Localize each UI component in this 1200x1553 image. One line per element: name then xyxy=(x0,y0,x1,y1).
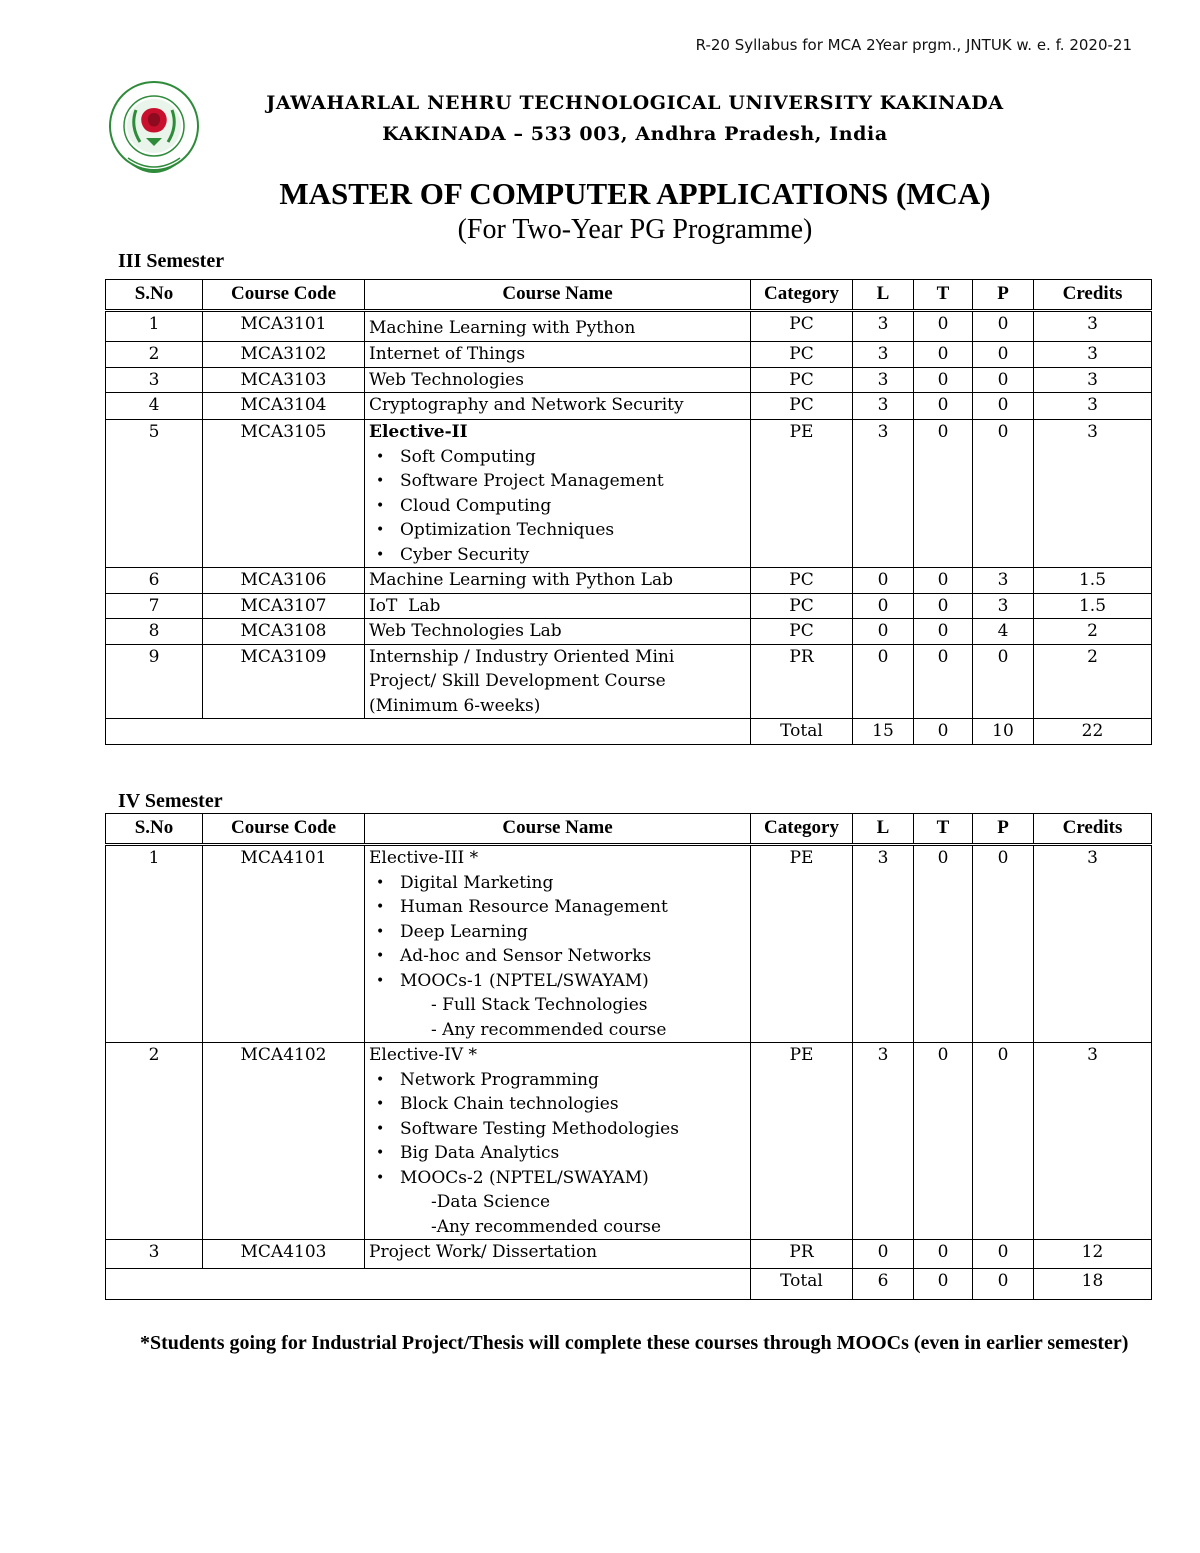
cell-t: 0 xyxy=(914,420,973,568)
cell-code: MCA4102 xyxy=(203,1043,365,1240)
cell-sno: 6 xyxy=(106,568,203,594)
cell-name: Cryptography and Network Security xyxy=(365,393,751,420)
cell-category: PE xyxy=(751,1043,853,1240)
cell-sno: 5 xyxy=(106,420,203,568)
cell-l: 0 xyxy=(853,644,914,719)
cell-sno: 7 xyxy=(106,593,203,619)
cell-name xyxy=(365,1043,751,1240)
total-spacer xyxy=(106,1269,751,1300)
cell-t: 0 xyxy=(914,367,973,393)
cell-name xyxy=(365,420,751,568)
cell-sno: 1 xyxy=(106,845,203,1043)
cell-sno: 1 xyxy=(106,311,203,342)
list-item: • Ad-hoc and Sensor Networks xyxy=(400,944,746,969)
col-sno: S.No xyxy=(106,280,203,311)
cell-t: 0 xyxy=(914,393,973,420)
list-item: • Software Testing Methodologies xyxy=(400,1117,746,1142)
cell-name: Project Work/ Dissertation xyxy=(365,1240,751,1269)
col-code: Course Code xyxy=(203,814,365,845)
table-row xyxy=(106,619,1152,645)
sub-item: - Full Stack Technologies xyxy=(431,995,648,1015)
table-row xyxy=(106,311,1152,342)
cell-p: 0 xyxy=(973,393,1034,420)
cell-t: 0 xyxy=(914,644,973,719)
cell-l: 0 xyxy=(853,619,914,645)
col-p: P xyxy=(973,280,1034,311)
total-spacer xyxy=(106,719,751,745)
sub-item: -Data Science xyxy=(431,1192,551,1212)
cell-l: 3 xyxy=(853,845,914,1043)
cell-sno: 8 xyxy=(106,619,203,645)
sem3-header-row xyxy=(106,280,1152,311)
table-row xyxy=(106,593,1152,619)
program-subtitle: (For Two-Year PG Programme) xyxy=(457,214,813,245)
cell-l: 3 xyxy=(853,342,914,368)
table-row xyxy=(106,1043,1152,1240)
sem4-label: IV Semester xyxy=(118,790,223,812)
total-row xyxy=(106,719,1152,745)
elective-list xyxy=(369,1068,746,1191)
sem4-header-row xyxy=(106,814,1152,845)
list-item: • Cyber Security xyxy=(400,543,746,568)
cell-t: 0 xyxy=(914,619,973,645)
sem3-label: III Semester xyxy=(118,250,225,272)
university-header xyxy=(200,88,1070,150)
program-title: MASTER OF COMPUTER APPLICATIONS (MCA) xyxy=(279,176,991,211)
cell-credits: 3 xyxy=(1034,311,1152,342)
list-item: • Block Chain technologies xyxy=(400,1092,746,1117)
elective-title: Elective-III * xyxy=(369,848,479,868)
list-item: • Digital Marketing xyxy=(400,871,746,896)
col-t: T xyxy=(914,280,973,311)
total-credits: 22 xyxy=(1034,719,1152,745)
cell-l: 3 xyxy=(853,311,914,342)
cell-l: 3 xyxy=(853,393,914,420)
university-address: KAKINADA – 533 003, Andhra Pradesh, India xyxy=(382,123,888,145)
cell-l: 3 xyxy=(853,1043,914,1240)
cell-credits: 3 xyxy=(1034,420,1152,568)
cell-l: 0 xyxy=(853,568,914,594)
cell-credits: 3 xyxy=(1034,1043,1152,1240)
cell-name: Web Technologies xyxy=(365,367,751,393)
cell-sno: 3 xyxy=(106,1240,203,1269)
cell-code: MCA3102 xyxy=(203,342,365,368)
cell-t: 0 xyxy=(914,342,973,368)
table-row xyxy=(106,420,1152,568)
cell-credits: 3 xyxy=(1034,845,1152,1043)
elective-title: Elective-IV * xyxy=(369,1045,478,1065)
total-credits: 18 xyxy=(1034,1269,1152,1300)
cell-p: 0 xyxy=(973,644,1034,719)
cell-credits: 3 xyxy=(1034,393,1152,420)
list-item: • Software Project Management xyxy=(400,469,746,494)
cell-category: PC xyxy=(751,393,853,420)
table-row xyxy=(106,845,1152,1043)
total-label: Total xyxy=(751,1269,853,1300)
cell-code: MCA3109 xyxy=(203,644,365,719)
table-row xyxy=(106,367,1152,393)
cell-p: 3 xyxy=(973,593,1034,619)
col-code: Course Code xyxy=(203,280,365,311)
col-name: Course Name xyxy=(365,814,751,845)
table-row xyxy=(106,1240,1152,1269)
sem3-table xyxy=(105,279,1152,745)
cell-category: PE xyxy=(751,845,853,1043)
col-l: L xyxy=(853,814,914,845)
table-row xyxy=(106,342,1152,368)
cell-name xyxy=(365,845,751,1043)
cell-code: MCA3105 xyxy=(203,420,365,568)
list-item: • Deep Learning xyxy=(400,920,746,945)
header-note: R-20 Syllabus for MCA 2Year prgm., JNTUK w. e. f. 2020-21 xyxy=(695,36,1132,54)
elective-title: Elective-II xyxy=(369,422,468,442)
sub-item: - Any recommended course xyxy=(431,1019,667,1040)
cell-p: 0 xyxy=(973,1043,1034,1240)
name-line: Internship / Industry Oriented Mini xyxy=(369,646,675,667)
col-credits: Credits xyxy=(1034,280,1152,311)
list-item: • Big Data Analytics xyxy=(400,1141,746,1166)
cell-name: Machine Learning with Python xyxy=(365,311,751,342)
university-name: JAWAHARLAL NEHRU TECHNOLOGICAL UNIVERSITY KAKINADA xyxy=(266,92,1004,114)
cell-credits: 3 xyxy=(1034,342,1152,368)
list-item: • Cloud Computing xyxy=(400,494,746,519)
cell-category: PR xyxy=(751,1240,853,1269)
cell-code: MCA3108 xyxy=(203,619,365,645)
cell-category: PC xyxy=(751,311,853,342)
cell-category: PC xyxy=(751,367,853,393)
cell-sno: 2 xyxy=(106,1043,203,1240)
cell-category: PC xyxy=(751,568,853,594)
cell-p: 0 xyxy=(973,1240,1034,1269)
elective-list xyxy=(369,445,746,568)
cell-name: Web Technologies Lab xyxy=(365,619,751,645)
table-row xyxy=(106,568,1152,594)
cell-name: Machine Learning with Python Lab xyxy=(365,568,751,594)
cell-l: 0 xyxy=(853,1240,914,1269)
cell-category: PC xyxy=(751,619,853,645)
cell-p: 4 xyxy=(973,619,1034,645)
cell-category: PR xyxy=(751,644,853,719)
name-line: Project/ Skill Development Course xyxy=(369,671,666,691)
list-item: • Network Programming xyxy=(400,1068,746,1093)
elective-list xyxy=(369,871,746,994)
col-category: Category xyxy=(751,280,853,311)
list-item: • MOOCs-1 (NPTEL/SWAYAM) xyxy=(400,969,746,994)
cell-category: PE xyxy=(751,420,853,568)
col-p: P xyxy=(973,814,1034,845)
cell-p: 0 xyxy=(973,367,1034,393)
col-credits: Credits xyxy=(1034,814,1152,845)
total-p: 0 xyxy=(973,1269,1034,1300)
list-item: • MOOCs-2 (NPTEL/SWAYAM) xyxy=(400,1166,746,1191)
total-row xyxy=(106,1269,1152,1300)
total-label: Total xyxy=(751,719,853,745)
cell-credits: 1.5 xyxy=(1034,593,1152,619)
cell-sno: 4 xyxy=(106,393,203,420)
sub-item: -Any recommended course xyxy=(431,1216,662,1237)
list-item: • Optimization Techniques xyxy=(400,518,746,543)
cell-code: MCA3106 xyxy=(203,568,365,594)
cell-t: 0 xyxy=(914,568,973,594)
cell-p: 0 xyxy=(973,420,1034,568)
col-sno: S.No xyxy=(106,814,203,845)
cell-credits: 3 xyxy=(1034,367,1152,393)
cell-name: IoT Lab xyxy=(365,593,751,619)
footnote: *Students going for Industrial Project/Thesis will complete these courses through MOOCs (even in earlier semester) xyxy=(140,1332,1129,1354)
cell-category: PC xyxy=(751,593,853,619)
cell-code: MCA3101 xyxy=(203,311,365,342)
cell-sno: 9 xyxy=(106,644,203,719)
cell-credits: 2 xyxy=(1034,619,1152,645)
cell-code: MCA3104 xyxy=(203,393,365,420)
cell-t: 0 xyxy=(914,845,973,1043)
total-t: 0 xyxy=(914,1269,973,1300)
cell-t: 0 xyxy=(914,311,973,342)
cell-code: MCA3107 xyxy=(203,593,365,619)
table-row xyxy=(106,644,1152,719)
list-item: • Human Resource Management xyxy=(400,895,746,920)
col-name: Course Name xyxy=(365,280,751,311)
cell-t: 0 xyxy=(914,1043,973,1240)
list-item: • Soft Computing xyxy=(400,445,746,470)
total-l: 6 xyxy=(853,1269,914,1300)
total-l: 15 xyxy=(853,719,914,745)
cell-credits: 2 xyxy=(1034,644,1152,719)
cell-p: 3 xyxy=(973,568,1034,594)
cell-l: 3 xyxy=(853,420,914,568)
cell-name xyxy=(365,644,751,719)
cell-t: 0 xyxy=(914,593,973,619)
cell-sno: 2 xyxy=(106,342,203,368)
cell-p: 0 xyxy=(973,342,1034,368)
table-row xyxy=(106,393,1152,420)
cell-code: MCA3103 xyxy=(203,367,365,393)
cell-credits: 1.5 xyxy=(1034,568,1152,594)
col-l: L xyxy=(853,280,914,311)
cell-l: 3 xyxy=(853,367,914,393)
name-line: (Minimum 6-weeks) xyxy=(369,695,541,716)
total-p: 10 xyxy=(973,719,1034,745)
col-category: Category xyxy=(751,814,853,845)
cell-name: Internet of Things xyxy=(365,342,751,368)
cell-l: 0 xyxy=(853,593,914,619)
university-logo xyxy=(106,80,202,184)
sem4-table xyxy=(105,813,1152,1300)
cell-p: 0 xyxy=(973,311,1034,342)
cell-code: MCA4103 xyxy=(203,1240,365,1269)
cell-code: MCA4101 xyxy=(203,845,365,1043)
cell-sno: 3 xyxy=(106,367,203,393)
cell-p: 0 xyxy=(973,845,1034,1043)
cell-category: PC xyxy=(751,342,853,368)
cell-t: 0 xyxy=(914,1240,973,1269)
total-t: 0 xyxy=(914,719,973,745)
col-t: T xyxy=(914,814,973,845)
cell-credits: 12 xyxy=(1034,1240,1152,1269)
